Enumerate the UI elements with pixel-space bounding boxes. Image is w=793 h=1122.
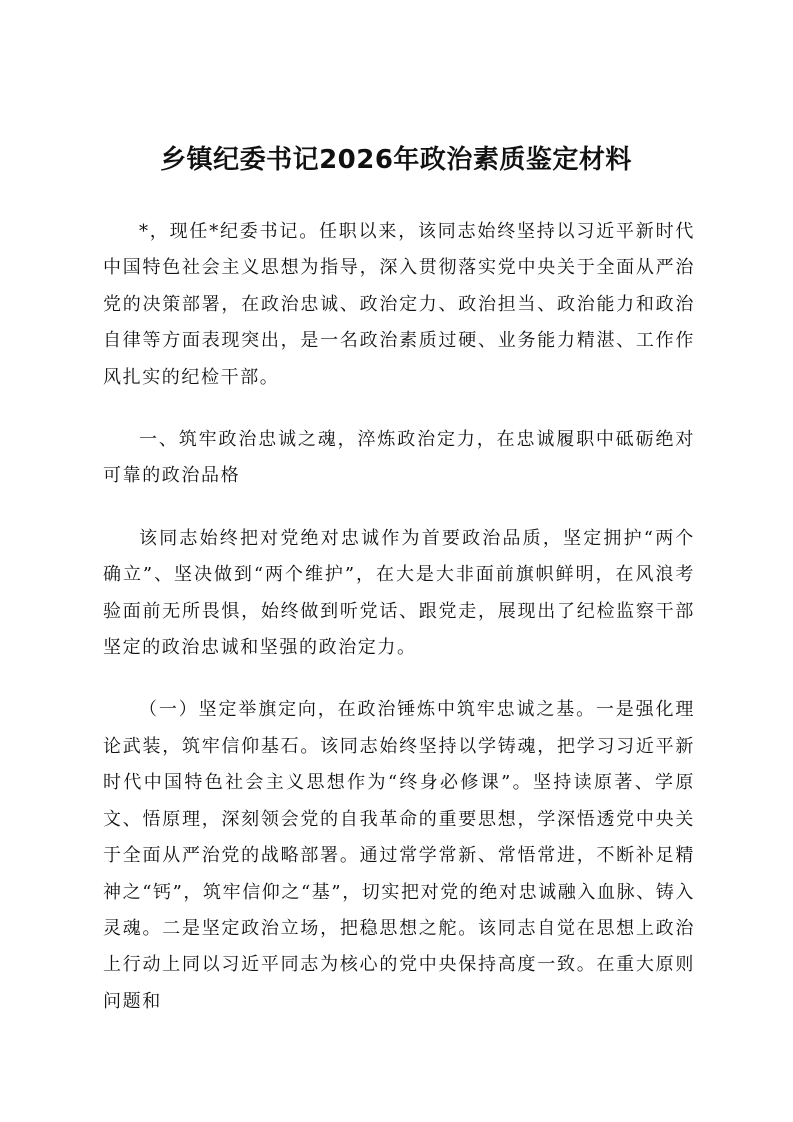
document-body: [103, 214, 695, 1020]
section-1-paragraph: 该同志始终把对党绝对忠诚作为首要政治品质，坚定拥护“两个确立”、坚决做到“两个维护”，在大是大非面前旗帜鲜明，在风浪考验面前无所畏惧，始终做到听党话、跟党走，展现出了纪检监察干部坚定的政治忠诚和坚强的政治定力。: [103, 527, 695, 659]
intro-paragraph: *，现任*纪委书记。任职以来，该同志始终坚持以习近平新时代中国特色社会主义思想为指导，深入贯彻落实党中央关于全面从严治党的决策部署，在政治忠诚、政治定力、政治担当、政治能力和政治自律等方面表现突出，是一名政治素质过硬、业务能力精湛、工作作风扎实的纪检干部。: [103, 221, 695, 388]
subsection-1-paragraph: （一）坚定举旗定向，在政治锤炼中筑牢忠诚之基。一是强化理论武装，筑牢信仰基石。该同志始终坚持以学铸魂，把学习习近平新时代中国特色社会主义思想作为“终身必修课”。坚持读原著、学原文、悟原理，深刻领会党的自我革命的重要思想，学深悟透党中央关于全面从严治党的战略部署。通过常学常新、常悟常进，不断补足精神之“钙”，筑牢信仰之“基”，切实把对党的绝对忠诚融入血脉、铸入灵魂。二是坚定政治立场，把稳思想之舵。该同志自觉在思想上政治上行动上同以习近平同志为核心的党中央保持高度一致。在重大原则问题和: [103, 699, 696, 1012]
section-heading-1: 一、筑牢政治忠诚之魂，淬炼政治定力，在忠诚履职中砥砺绝对可靠的政治品格: [103, 429, 695, 487]
document-title: 乡镇纪委书记2026年政治素质鉴定材料: [160, 145, 632, 175]
